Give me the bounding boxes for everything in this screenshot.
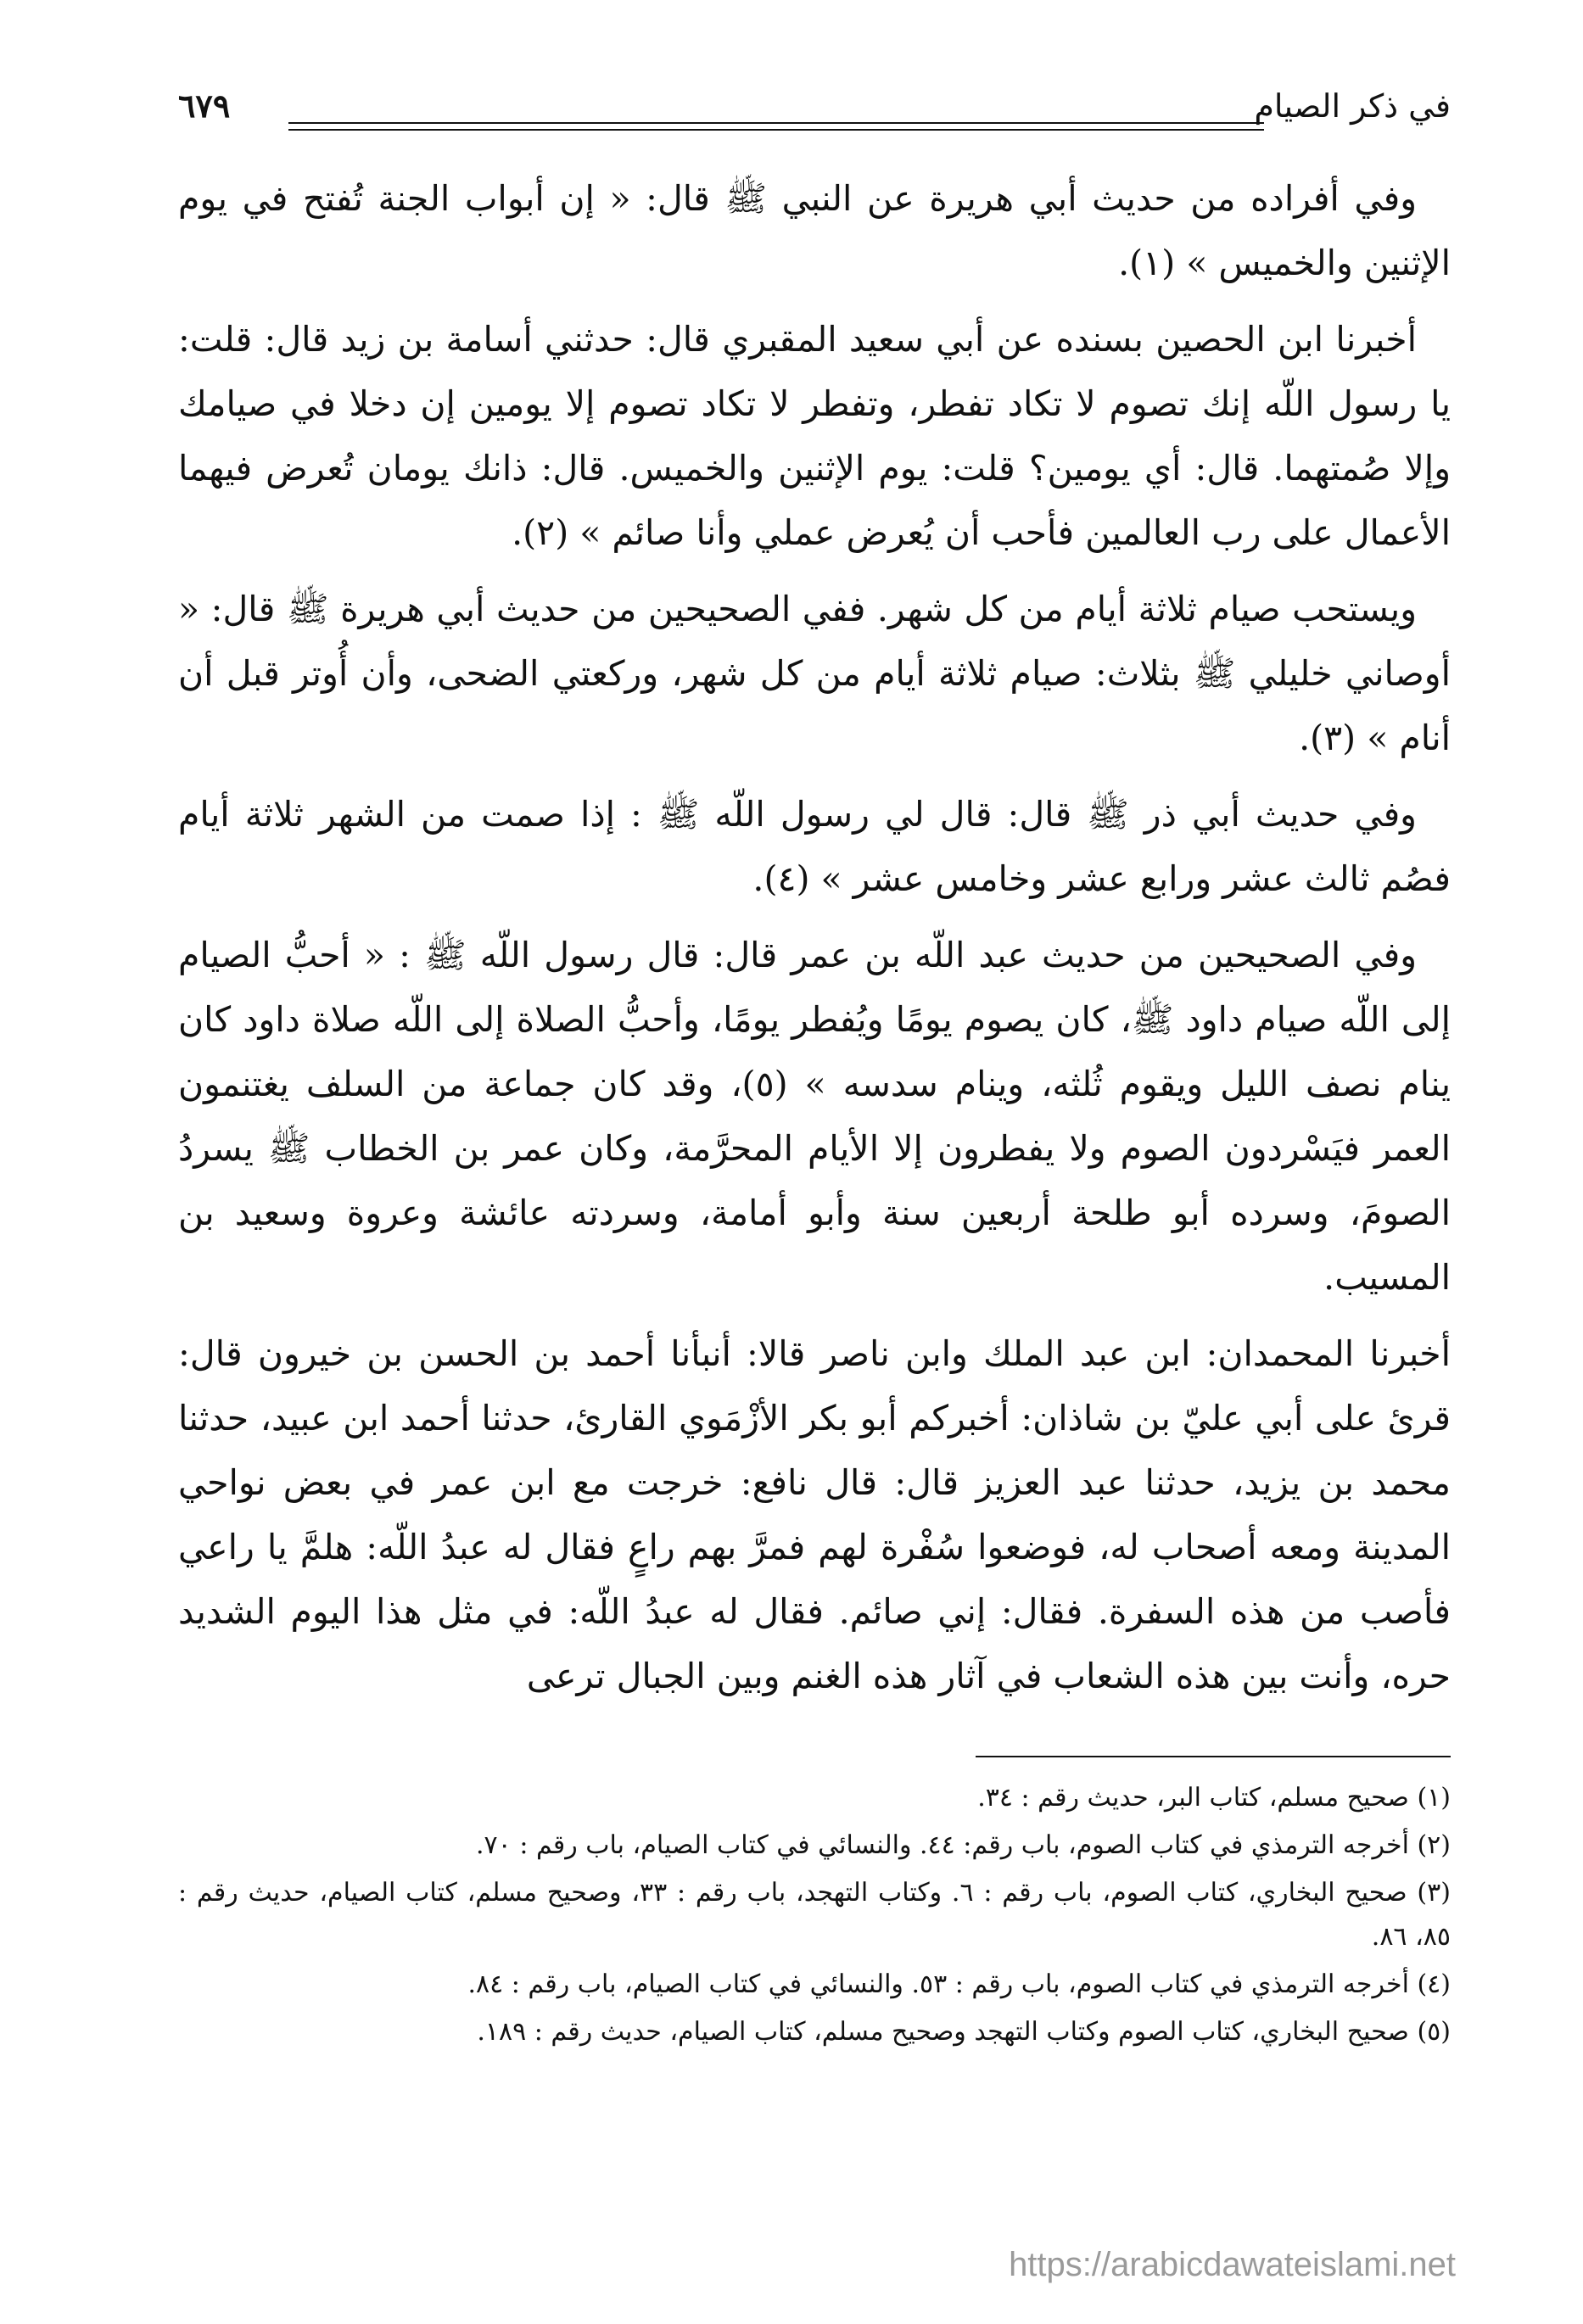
footnote: (٤) أخرجه الترمذي في كتاب الصوم، باب رقم : ٥٣. والنسائي في كتاب الصيام، باب رقم : ٨٤. [467,1969,1451,1999]
page-number: ٦٧٩ [178,87,231,125]
footnote-divider [976,1756,1451,1757]
footnote: (٣) صحيح البخاري، كتاب الصوم، باب رقم : ٦. وكتاب التهجد، باب رقم : ٣٣، وصحيح مسلم، كتاب الصيام، حديث رقم : ٨٥، ٨٦. [178,1878,1451,1952]
footnotes [178,1776,1451,2054]
book-page [178,85,1451,2058]
paragraph: وفي الصحيحين من حديث عبد اللّه بن عمر قال: قال رسول اللّه ﷺ : « أحبُّ الصيام إلى اللّه صيام داود ﷺ، كان يصوم يومًا ويُفطر يومًا، وأحبُّ الصلاة إلى اللّه صلاة داود كان ينام نصف الليل ويقوم ثُلثه، وينام سدسه » (٥)، وقد كان جماعة من السلف يغتنمون العمر فيَسْردون الصوم ولا يفطرون إلا الأيام المحرَّمة، وكان عمر بن الخطاب ﷺ يسردُ الصومَ، وسرده أبو طلحة أربعين سنة وأبو أمامة، وسردته عائشة وعروة وسعيد بن المسيب. [178,935,1452,1298]
paragraph: ويستحب صيام ثلاثة أيام من كل شهر. ففي الصحيحين من حديث أبي هريرة ﷺ قال: « أوصاني خليلي ﷺ بثلاث: صيام ثلاثة أيام من كل شهر، وركعتي الضحى، وأن أُوتر قبل أن أنام » (٣). [178,589,1451,758]
watermark-url: https://arabicdawateislami.net [1009,2246,1456,2283]
footnote: (١) صحيح مسلم، كتاب البر، حديث رقم : ٣٤. [977,1783,1451,1813]
paragraph: أخبرنا ابن الحصين بسنده عن أبي سعيد المقبري قال: حدثني أسامة بن زيد قال: قلت: يا رسول اللّه إنك تصوم لا تكاد تفطر، وتفطر لا تكاد تصوم إلا يومين إن دخلا في صيامك وإلا صُمتهما. قال: أي يومين؟ قلت: يوم الإثنين والخميس. قال: ذانك يومان تُعرض فيهما الأعمال على رب العالمين فأحب أن يُعرض عملي وأنا صائم » (٢). [178,319,1451,553]
footnote: (٥) صحيح البخاري، كتاب الصوم وكتاب التهجد وصحيح مسلم، كتاب الصيام، حديث رقم : ١٨٩. [477,2017,1451,2047]
footnote: (٢) أخرجه الترمذي في كتاب الصوم، باب رقم: ٤٤. والنسائي في كتاب الصيام، باب رقم : ٧٠. [476,1830,1451,1860]
paragraph: أخبرنا المحمدان: ابن عبد الملك وابن ناصر قالا: أنبأنا أحمد بن الحسن بن خيرون قال: قرئ على أبي عليّ بن شاذان: أخبركم أبو بكر الأزْمَوي القارئ، حدثنا أحمد ابن عبيد، حدثنا محمد بن يزيد، حدثنا عبد العزيز قال: قال نافع: خرجت مع ابن عمر في بعض نواحي المدينة ومعه أصحاب له، فوضعوا سُفْرة لهم فمرَّ بهم راعٍ فقال له عبدُ اللّه: هلمَّ يا راعي فأصب من هذه السفرة. فقال: إني صائم. فقال له عبدُ اللّه: في مثل هذا اليوم الشديد حره، وأنت بين هذه الشعاب في آثار هذه الغنم وبين الجبال ترعى [178,1333,1451,1696]
paragraph: وفي أفراده من حديث أبي هريرة عن النبي ﷺ قال: « إن أبواب الجنة تُفتح في يوم الإثنين والخميس » (١). [178,178,1451,283]
main-text [178,166,1451,1708]
page-header [178,85,1451,166]
header-rule [288,122,1264,131]
paragraph: وفي حديث أبي ذر ﷺ قال: قال لي رسول اللّه ﷺ : إذا صمت من الشهر ثلاثة أيام فصُم ثالث عشر ورابع عشر وخامس عشر » (٤). [178,794,1451,899]
running-title: في ذكر الصيام [1254,87,1451,125]
